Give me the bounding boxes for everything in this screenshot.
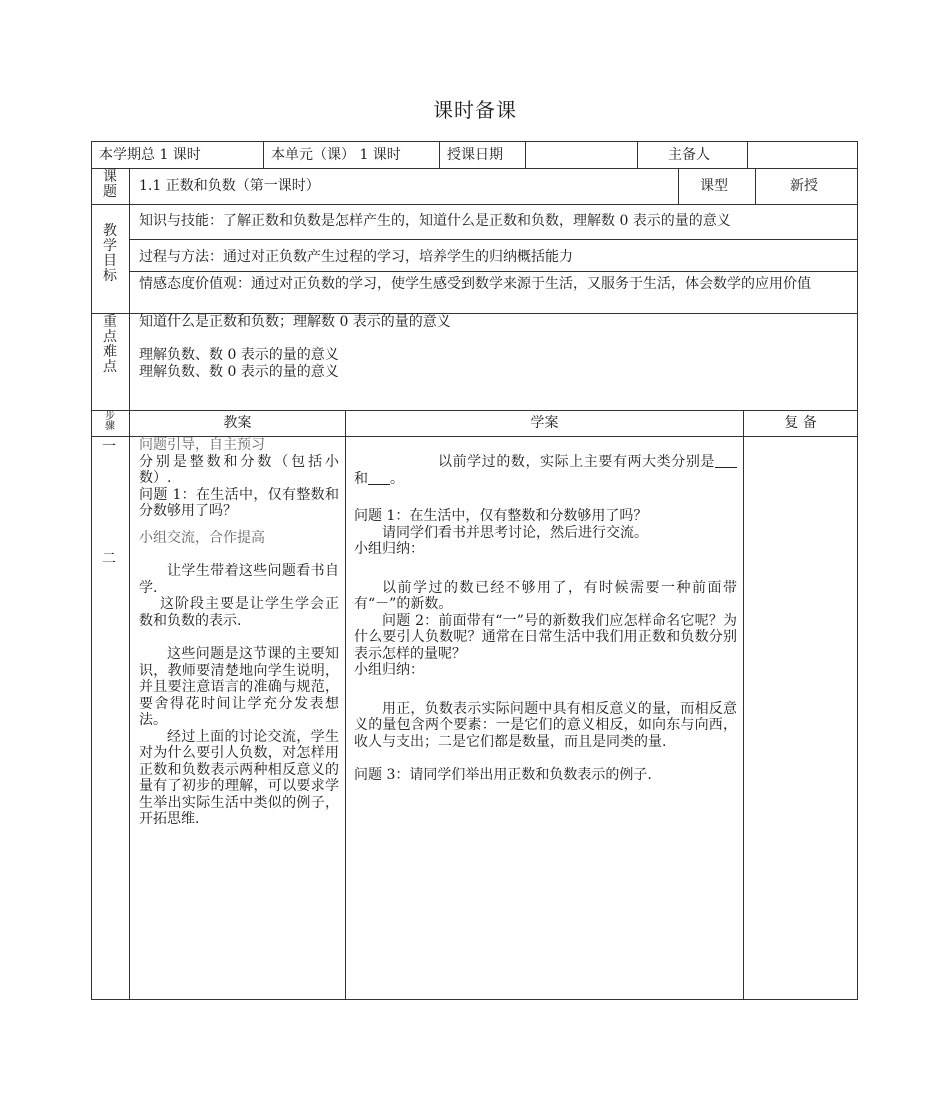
group-summary-label: 小组归纳：	[354, 541, 424, 557]
row-divider	[91, 168, 858, 169]
col-divider	[755, 168, 756, 204]
table-border-bottom	[91, 999, 858, 1000]
col-divider	[637, 141, 638, 168]
topic-label: 课 题	[103, 169, 117, 200]
teacher-plan-text: 这阶段主要是让学生学会正数和负数的表示.	[139, 596, 339, 629]
teacher-plan-text: 经过上面的讨论交流，学生对为什么要引人负数，对怎样用正数和负数表示两种相反意义的量有了初步的理解，可以要求学生举出实际生活中类似的例子，开拓思维.	[139, 728, 339, 827]
col-divider	[747, 141, 748, 168]
steps-label: 步 骤	[105, 411, 115, 432]
col-divider	[345, 410, 346, 999]
answer-blank[interactable]	[368, 471, 390, 485]
table-border-top	[91, 141, 858, 142]
objective-attitude: 情感态度价值观：通过对正负数的学习，使学生感受到数学来源于生活，又服务于生活，体会数学的应用价值	[139, 276, 811, 292]
table-border-right	[857, 141, 858, 999]
key-points-label: 重 点 难 点	[103, 314, 117, 375]
row-divider	[91, 204, 858, 205]
answer-blank[interactable]	[715, 454, 737, 468]
key-point-1: 知道什么是正数和负数；理解数 0 表示的量的意义	[139, 314, 451, 330]
page-title: 课时备课	[433, 98, 517, 122]
question-2: 问题 2：前面带有“一”号的新数我们应怎样命名它呢？为什么要引人负数呢？通常在日常生活中我们用正数和负数分别表示怎样的量呢？	[354, 612, 737, 662]
row-divider	[129, 271, 858, 272]
student-plan-text: 请同学们看书并思考讨论，然后进行交流。	[382, 524, 648, 541]
student-plan	[354, 454, 737, 784]
teacher-plan-header: 教案	[223, 415, 252, 431]
col-divider	[439, 141, 440, 168]
table-border-left	[91, 141, 92, 999]
student-plan-header: 学案	[530, 415, 559, 431]
question-1: 问题 1：在生活中，仅有整数和分数够用了吗？	[354, 508, 648, 524]
preparer-label: 主备人	[668, 147, 710, 163]
step-two: 二	[102, 551, 116, 567]
date-label: 授课日期	[447, 147, 503, 163]
lesson-type-value: 新授	[790, 178, 818, 194]
label-col-divider	[129, 168, 130, 999]
lesson-type-label: 课型	[700, 178, 728, 194]
objectives-label: 教 学 目 标	[103, 223, 117, 284]
student-plan-text: 用正，负数表示实际问题中具有相反意义的量，而相反意义的量包含两个要素：一是它们的意义相反，如向东与向西，收人与支出；二是它们都是数量，而且是同类的量.	[354, 700, 737, 750]
key-point-3: 理解负数、数 0 表示的量的意义	[139, 364, 339, 380]
student-plan-intro: 以前学过的数，实际上主要有两大类分别是和 。	[354, 454, 737, 487]
col-divider	[525, 141, 526, 168]
question-3: 问题 3：请同学们举出用正数和负数表示的例子.	[354, 767, 652, 783]
key-point-2: 理解负数、数 0 表示的量的意义	[139, 347, 339, 363]
step-one: 一	[102, 439, 116, 455]
semester-lessons: 本学期总 1 课时	[99, 147, 201, 163]
review-header: 复 备	[784, 415, 817, 431]
topic-value: 1.1 正数和负数（第一课时）	[139, 178, 320, 194]
teacher-plan-heading-1: 问题引导，自主预习	[139, 437, 265, 453]
teacher-plan	[139, 437, 339, 828]
review-area[interactable]	[744, 437, 857, 999]
unit-lessons: 本单元（课） 1 课时	[271, 147, 401, 163]
teacher-plan-text: 这些问题是这节课的主要知识，教师要清楚地向学生说明，并且要注意语言的准确与规范，要舍得花时间让学充分发表想法。	[139, 646, 339, 728]
teacher-plan-text: 问题 1：在生活中，仅有整数和分数够用了吗？	[139, 486, 339, 519]
objective-process: 过程与方法：通过对正负数产生过程的学习，培养学生的归纳概括能力	[139, 249, 573, 265]
teacher-plan-text: 让学生带着这些问题看书自学.	[139, 563, 339, 596]
objective-knowledge: 知识与技能：了解正数和负数是怎样产生的，知道什么是正数和负数，理解数 0 表示的量的意义	[139, 213, 731, 229]
col-divider	[263, 141, 264, 168]
row-divider	[129, 239, 858, 240]
group-summary-label: 小组归纳：	[354, 662, 424, 678]
col-divider	[678, 168, 679, 204]
teacher-plan-text: 分别是整数和分数（包括小数）.	[139, 453, 339, 486]
student-plan-text: 以前学过的数已经不够用了，有时候需要一种前面带有“－”的新数。	[354, 579, 737, 612]
teacher-plan-heading-2: 小组交流，合作提高	[139, 529, 265, 546]
